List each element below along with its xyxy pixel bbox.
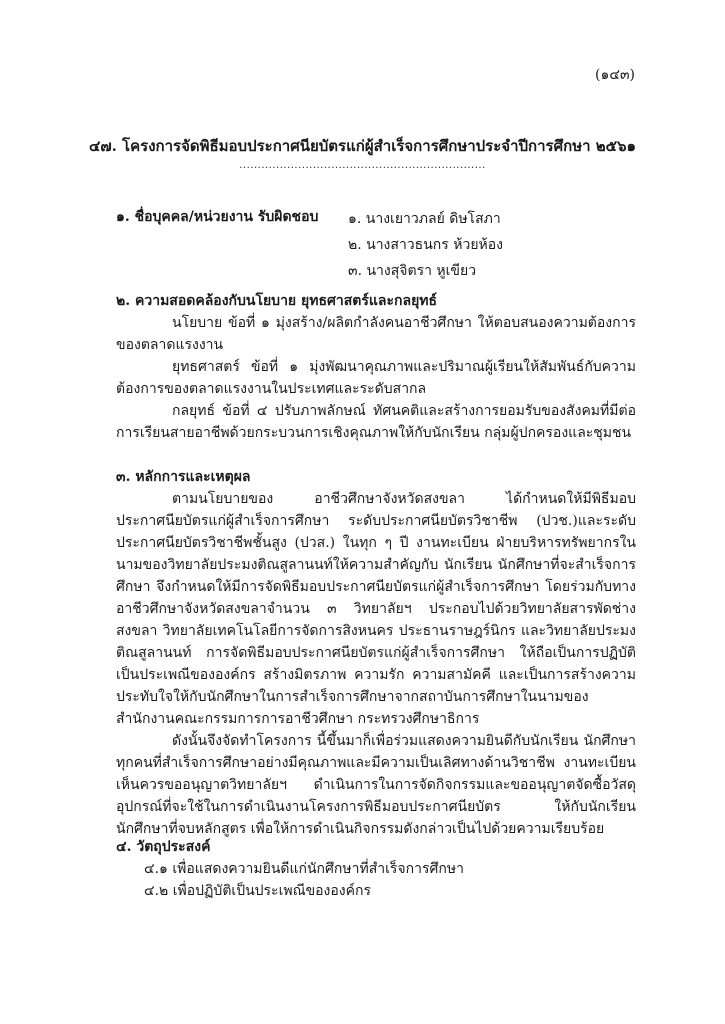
rationale-paragraph: ดังนั้นจึงจัดทำโครงการ นี้ขึ้นมาก็เพื่อร่วมแสดงความยินดีกับนักเรียน นักศึกษาทุกคนที่สำเร็จการศึกษาอย่างมีคุณภาพและมีความเป็นเลิศทางด้านวิชาชีพ งานทะเบียนเห็นควรขออนุญาตวิทยาลัยฯ ดำเนินการในการจัดกิจกรรมและขออนุญาตจัดซื้อวัสดุอุปกรณ์ที่จะใช้ในการดำเนินงานโครงการพิธีมอบประกาศนียบัตร ให้กับนักเรียนนักศึกษาที่จบหลักสูตร เพื่อให้การดำเนินกิจกรรมดังกล่าวเป็นไปด้วยความเรียบร้อย (116, 733, 636, 837)
objective-item: ๔.๑ เพื่อแสดงความยินดีแก่นักศึกษาที่สำเร็จการศึกษา (144, 861, 464, 877)
responsible-person: ๒. นางสาวธนกร ห้วยห้อง (348, 237, 503, 253)
section-rationale (116, 466, 636, 840)
page-number: (๑๔๓) (595, 67, 635, 83)
responsible-list (348, 206, 503, 284)
strategy-paragraph: ยุทธศาสตร์ ข้อที่ ๑ มุ่งพัฒนาคุณภาพและปริมาณผู้เรียนให้สัมพันธ์กับความต้องการของตลาดแรงงานในประเทศและระดับสากล (116, 359, 636, 397)
project-title: ๔๗. โครงการจัดพิธีมอบประกาศนียบัตรแก่ผู้สำเร็จการศึกษาประจำปีการศึกษา ๒๕๖๑ (88, 137, 637, 155)
responsible-label: ๑. ชื่อบุคคล/หน่วยงาน รับผิดชอบ (116, 209, 319, 225)
section-objectives (116, 836, 636, 902)
responsible-person: ๑. นางเยาวภลย์ ดิษโสภา (348, 211, 501, 227)
section-heading: ๔. วัตถุประสงค์ (116, 839, 211, 855)
section-alignment (116, 290, 636, 444)
section-heading: ๓. หลักการและเหตุผล (116, 469, 251, 485)
responsible-person: ๓. นางสุจิตรา หูเขียว (348, 263, 477, 279)
title-separator: ................................................................... (239, 160, 486, 171)
objective-item: ๔.๒ เพื่อปฏิบัติเป็นประเพณีขององค์กร (144, 883, 372, 899)
tactic-paragraph: กลยุทธ์ ข้อที่ ๔ ปรับภาพลักษณ์ ทัศนคติและสร้างการยอมรับของสังคมที่มีต่อการเรียนสายอาชีพด้วยกระบวนการเชิงคุณภาพให้กับนักเรียน กลุ่มผู้ปกครองและชุมชน (116, 403, 636, 441)
policy-paragraph: นโยบาย ข้อที่ ๑ มุ่งสร้าง/ผลิตกำลังคนอาชีวศึกษา ให้ตอบสนองความต้องการของตลาดแรงงาน (116, 315, 636, 353)
section-heading: ๒. ความสอดคล้องกับนโยบาย ยุทธศาสตร์และกลยุทธ์ (116, 293, 438, 309)
rationale-paragraph: ตามนโยบายของ อาชีวศึกษาจังหวัดสงขลา ได้กำหนดให้มีพิธีมอบประกาศนียบัตรแก่ผู้สำเร็จการศึกษา ระดับประกาศนียบัตรวิชาชีพ (ปวช.)และระดับประกาศนียบัตรวิชาชีพชั้นสูง (ปวส.) ในทุก ๆ ปี งานทะเบียน ฝ่ายบริหารทรัพยากรในนามของวิทยาลัยประมงติณสูลานนท์ให้ความสำคัญกับ นักเรียน นักศึกษาที่จะสำเร็จการศึกษา จึงกำหนดให้มีการจัดพิธีมอบประกาศนียบัตรแก่ผู้สำเร็จการศึกษา โดยร่วมกับทางอาชีวศึกษาจังหวัดสงขลาจำนวน ๓ วิทยาลัยฯ ประกอบไปด้วยวิทยาลัยสารพัดช่างสงขลา วิทยาลัยเทคโนโลยีการจัดการสิงหนคร ประธานราษฎร์นิกร และวิทยาลัยประมงติณสูลานนท์ การจัดพิธีมอบประกาศนียบัตรแก่ผู้สำเร็จการศึกษา ให้ถือเป็นการปฏิบัติเป็นประเพณีขององค์กร สร้างมิตรภาพ ความรัก ความสามัคคี และเป็นการสร้างความประทับใจให้กับนักศึกษาในการสำเร็จการศึกษาจากสถาบันการศึกษาในนามของสำนักงานคณะกรรมการการอาชีวศึกษา กระทรวงศึกษาธิการ (116, 491, 636, 727)
